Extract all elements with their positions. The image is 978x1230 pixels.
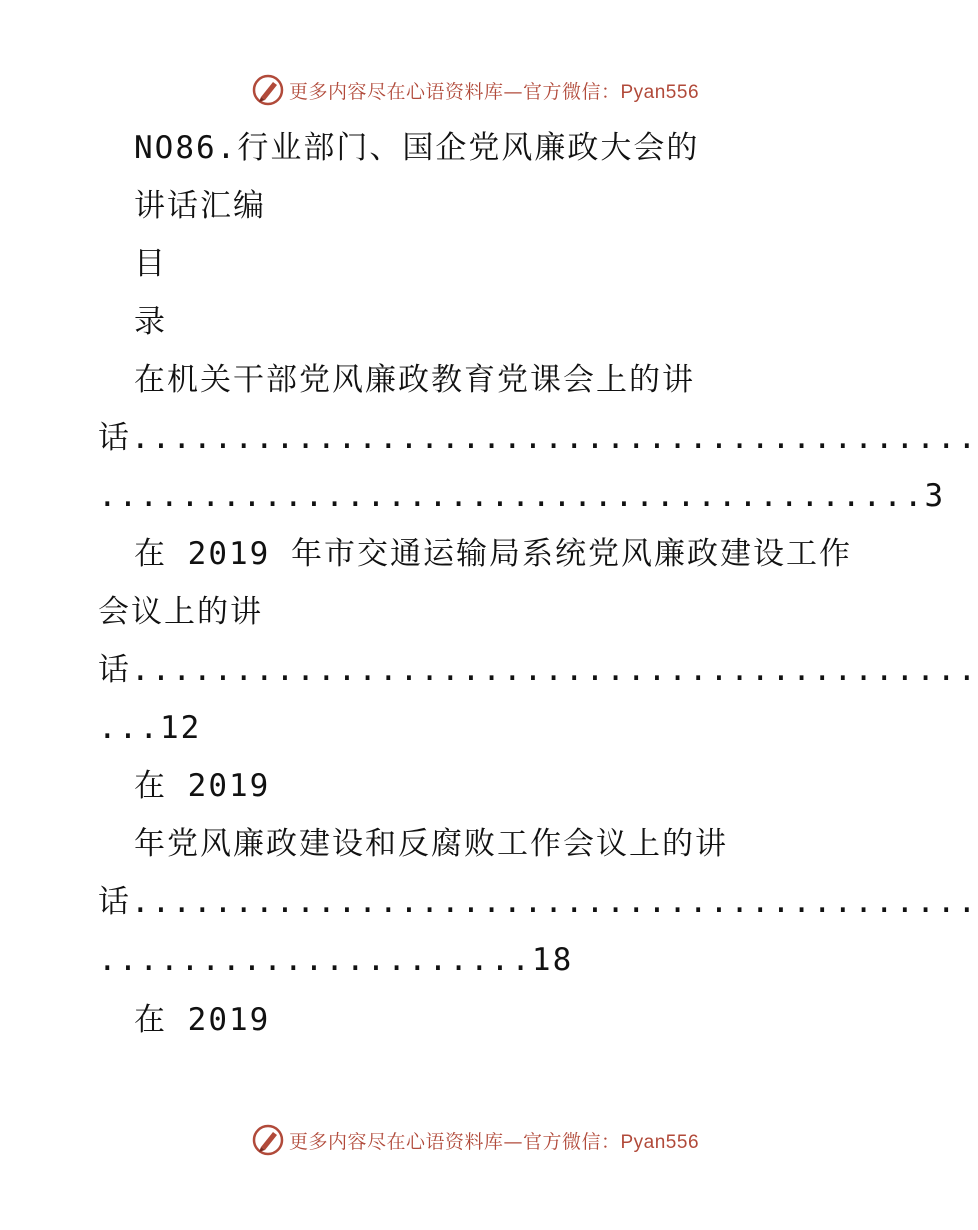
toc-entry-2-title-cont: 会议上的讲 <box>98 594 263 630</box>
toc-entry-2-title: 在 2019 年市交通运输局系统党风廉政建设工作 <box>134 536 852 572</box>
toc-entry-1-page: ........................................3 <box>98 478 946 514</box>
toc-heading-mu: 目 <box>134 246 167 282</box>
toc-heading-lu: 录 <box>134 304 167 340</box>
toc-entry-2-page: ...12 <box>98 710 202 746</box>
doc-title-line2: 讲话汇编 <box>134 188 266 224</box>
toc-entry-4-title: 在 2019 <box>134 1002 271 1038</box>
toc-entry-3-title-cont: 年党风廉政建设和反腐败工作会议上的讲 <box>134 826 728 862</box>
pen-logo-icon <box>251 1123 285 1157</box>
footer-watermark <box>0 1120 950 1160</box>
toc-entry-2-leader: 话......................................... <box>98 652 978 688</box>
toc-entry-3-title: 在 2019 <box>134 768 271 804</box>
doc-title-line1: NO86.行业部门、国企党风廉政大会的 <box>134 130 700 166</box>
toc-entry-3-leader: 话......................................... <box>98 884 978 920</box>
toc-entry-1-title: 在机关干部党风廉政教育党课会上的讲 <box>134 362 695 398</box>
header-watermark-text: 更多内容尽在心语资料库—官方微信：Pyan556 <box>288 80 700 103</box>
toc-entry-1-leader: 话......................................... <box>98 420 978 456</box>
toc-entry-3-page: .....................18 <box>98 942 574 978</box>
footer-watermark-text: 更多内容尽在心语资料库—官方微信：Pyan556 <box>288 1130 700 1153</box>
